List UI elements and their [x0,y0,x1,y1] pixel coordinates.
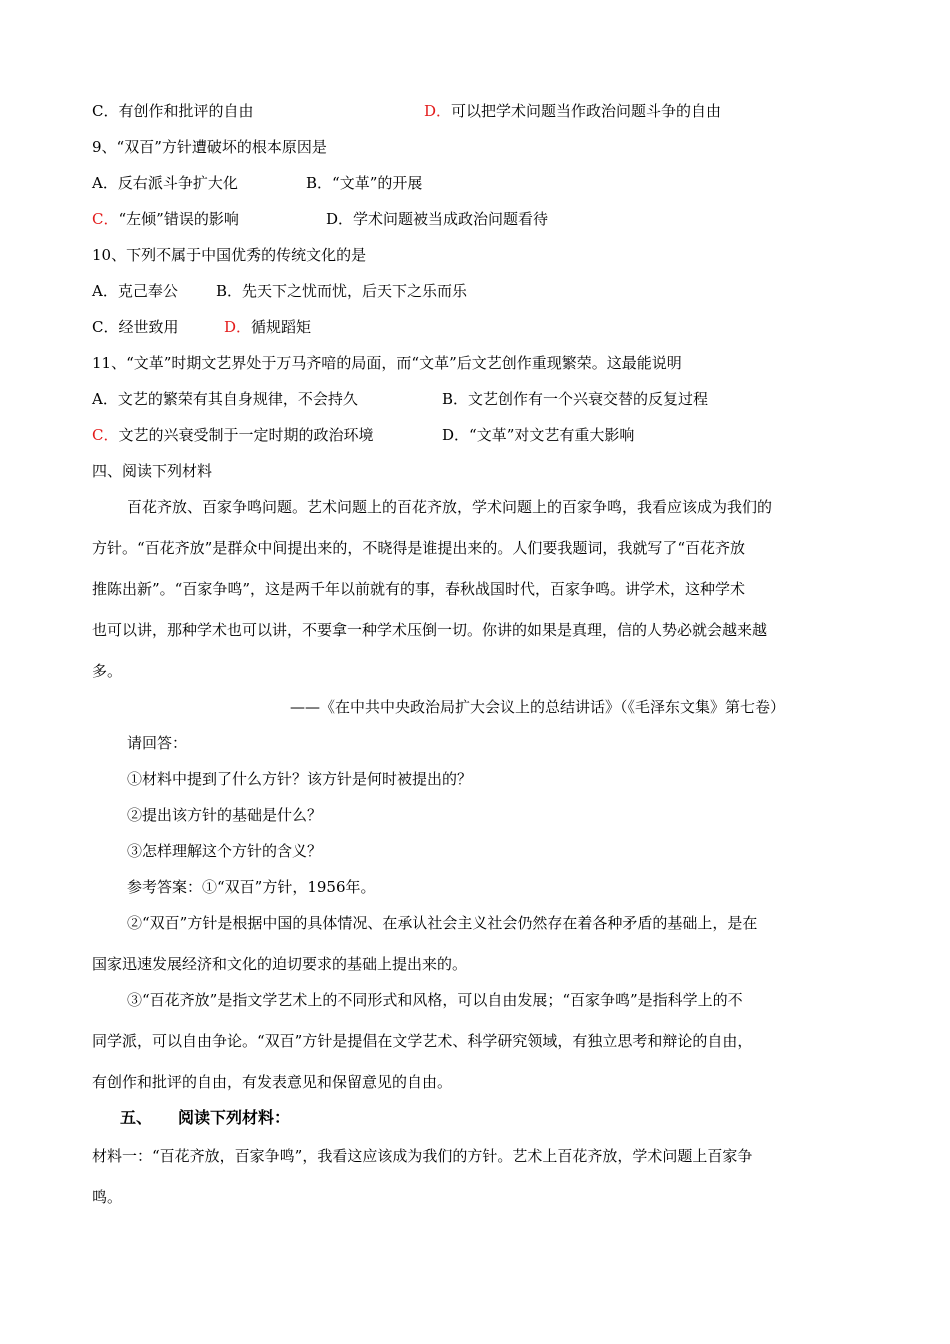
material-line: 鸣。 [92,1188,123,1206]
q9-option-c [92,209,239,229]
q10-option-a: A．克己奉公 [92,282,178,300]
q8-option-c: C．有创作和批评的自由 [92,102,254,120]
passage-line: 方针。“百花齐放”是群众中间提出来的，不晓得是谁提出来的。人们要我题词，我就写了“百花齐放 [92,539,746,557]
q11-option-d: D．“文革”对文艺有重大影响 [442,426,635,444]
section5-number: 五、 [120,1108,153,1127]
q9-stem: 9、“双百”方针遭破坏的根本原因是 [92,138,327,156]
option-text: 可以把学术问题当作政治问题斗争的自由 [451,102,722,120]
q10-option-b: B．先天下之忧而忧，后天下之乐而乐 [216,282,468,300]
section5-heading [120,1108,290,1128]
answer-line: 国家迅速发展经济和文化的迫切要求的基础上提出来的。 [92,955,468,973]
answer-letter: C． [92,210,119,228]
section4-heading: 四、阅读下列材料 [92,462,213,480]
option-text: “左倾”错误的影响 [118,210,239,228]
passage-line: 百花齐放、百家争鸣问题。艺术问题上的百花齐放，学术问题上的百家争鸣，我看应该成为我们的 [127,498,773,516]
answer-line: 有创作和批评的自由，有发表意见和保留意见的自由。 [92,1073,453,1091]
q9-option-b: B．“文革”的开展 [306,174,423,192]
q11-option-a: A．文艺的繁荣有其自身规律，不会持久 [92,390,358,408]
q10-stem: 10、下列不属于中国优秀的传统文化的是 [92,246,367,264]
q11-option-b: B．文艺创作有一个兴衰交替的反复过程 [442,390,709,408]
question-item: ③怎样理解这个方针的含义？ [127,842,323,860]
q10-option-c: C．经世致用 [92,318,179,336]
q11-stem: 11、“文革”时期文艺界处于万马齐喑的局面，而“文革”后文艺创作重现繁荣。这最能说明 [92,354,682,372]
answer-line: ③“百花齐放”是指文学艺术上的不同形式和风格，可以自由发展；“百家争鸣”是指科学上的不 [127,991,743,1009]
passage-line: 多。 [92,662,123,680]
section5-title: 阅读下列材料： [178,1108,291,1127]
passage-line: 也可以讲，那种学术也可以讲，不要拿一种学术压倒一切。你讲的如果是真理，信的人势必就会越来越 [92,621,768,639]
q9-option-d: D．学术问题被当成政治问题看待 [326,210,549,228]
answer-line: ②“双百”方针是根据中国的具体情况、在承认社会主义社会仍然存在着各种矛盾的基础上，是在 [127,914,758,932]
q8-option-d [424,101,721,121]
option-text: 循规蹈矩 [251,318,312,336]
question-item: ①材料中提到了什么方针？该方针是何时被提出的？ [127,770,473,788]
passage-source: ——《在中共中央政治局扩大会议上的总结讲话》（《毛泽东文集》第七卷） [290,698,786,716]
answer-letter: D． [224,318,252,336]
answer-line: 参考答案：①“双百”方针，1956年。 [127,878,376,896]
passage-line: 推陈出新”。“百家争鸣”，这是两千年以前就有的事，春秋战国时代，百家争鸣。讲学术，这种学术 [92,580,746,598]
option-text: 文艺的兴衰受制于一定时期的政治环境 [118,426,374,444]
answer-letter: C． [92,426,119,444]
material-line: 材料一：“百花齐放，百家争鸣”，我看这应该成为我们的方针。艺术上百花齐放，学术问题上百家争 [92,1147,753,1165]
q9-option-a: A．反右派斗争扩大化 [92,174,238,192]
question-prompt: 请回答： [127,734,188,752]
answer-line: 同学派，可以自由争论。“双百”方针是提倡在文学艺术、科学研究领域，有独立思考和辩论的自由， [92,1032,753,1050]
question-item: ②提出该方针的基础是什么？ [127,806,323,824]
q10-option-d [224,317,311,337]
q11-option-c [92,425,374,445]
answer-letter: D． [424,102,452,120]
